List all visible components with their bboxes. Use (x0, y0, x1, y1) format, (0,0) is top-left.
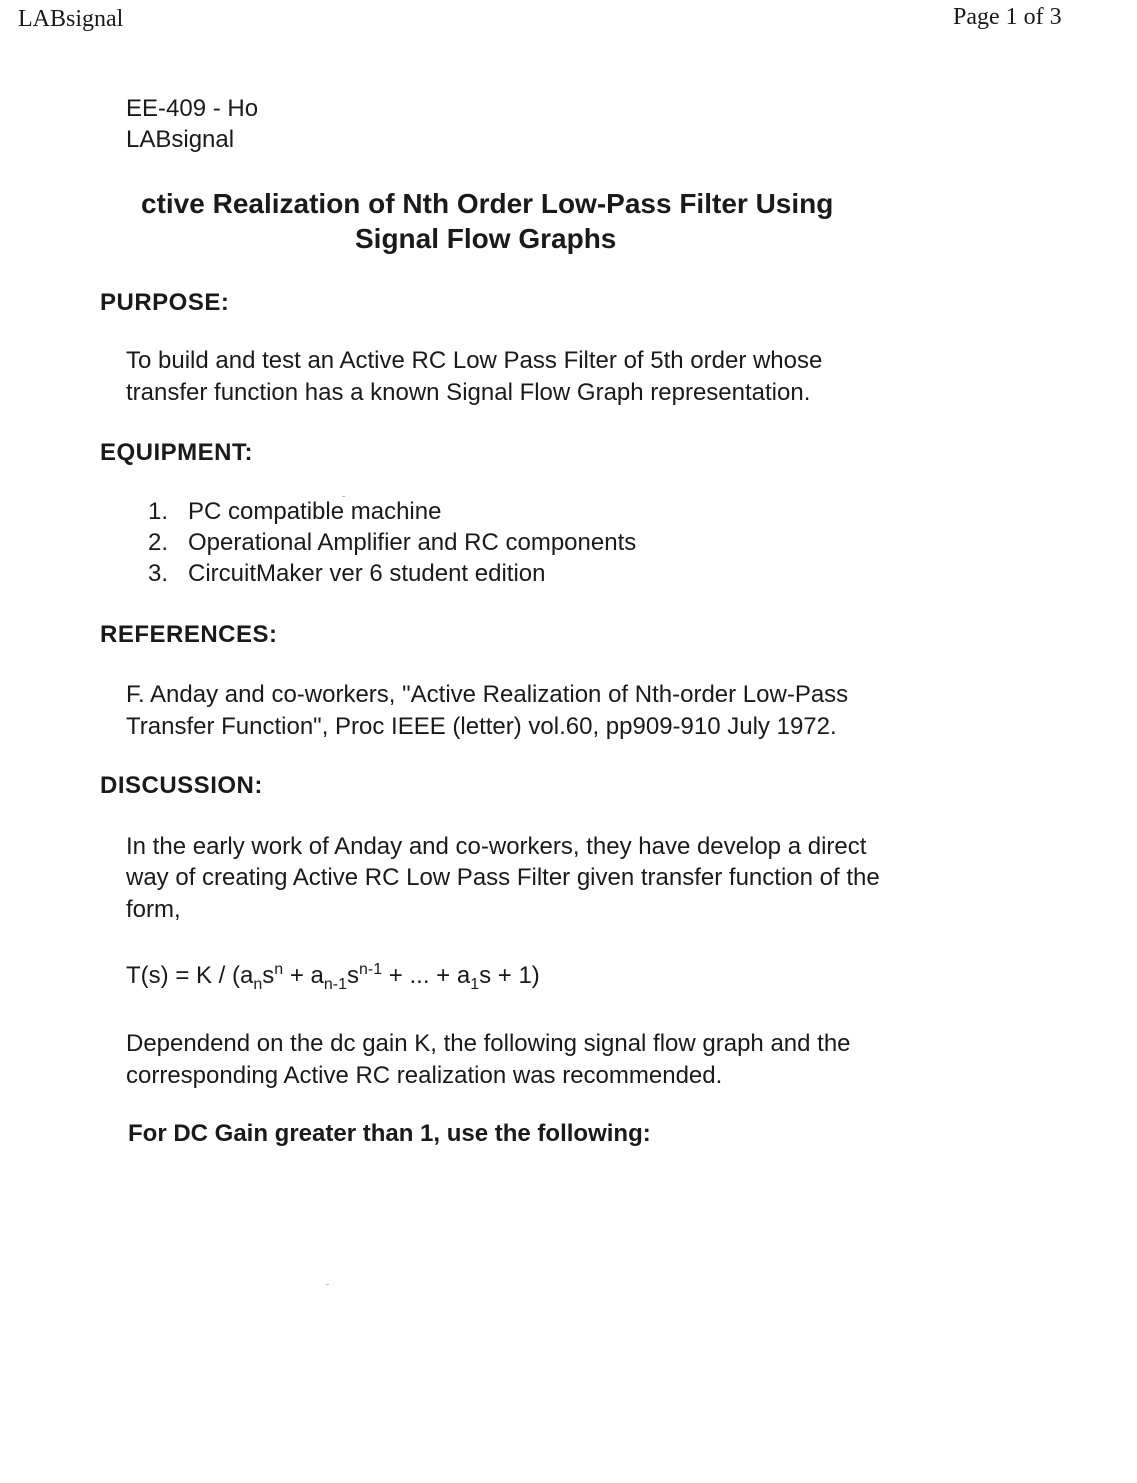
scan-speck (326, 1284, 329, 1285)
equipment-heading: EQUIPMENT: (100, 439, 254, 466)
page-number: Page 1 of 3 (953, 4, 1062, 30)
references-line-1: F. Anday and co-workers, "Active Realization of Nth-order Low-Pass (126, 681, 849, 708)
discussion-line-1: In the early work of Anday and co-workers, they have develop a direct (126, 833, 867, 860)
list-number: 3. (148, 560, 169, 587)
document-title-line2: Signal Flow Graphs (355, 223, 617, 254)
document-title-line1: ctive Realization of Nth Order Low-Pass Filter Using (141, 188, 834, 219)
purpose-line-2: transfer function has a known Signal Flow Graph representation. (126, 379, 811, 406)
transfer-function-formula: $T(s) = K / (a_ns^n + a_{n-1}s^{n-1}$ + ... + $a_1s + 1$) (126, 961, 540, 993)
discussion-line-5: corresponding Active RC realization was recommended. (126, 1062, 723, 1089)
dc-gain-subheading: For DC Gain greater than 1, use the following: (128, 1120, 651, 1147)
equipment-item (148, 560, 546, 588)
purpose-heading: PURPOSE: (100, 289, 230, 316)
course-lab: LABsignal (126, 126, 235, 153)
list-number: 1. (148, 498, 169, 525)
list-text: PC compatible machine (188, 498, 442, 525)
list-text: CircuitMaker ver 6 student edition (188, 560, 546, 587)
references-heading: REFERENCES: (100, 621, 278, 648)
discussion-heading: DISCUSSION: (100, 772, 263, 799)
list-number: 2. (148, 529, 169, 556)
equipment-item (148, 498, 441, 526)
list-text: Operational Amplifier and RC components (188, 529, 637, 556)
discussion-line-4: Dependend on the dc gain K, the following signal flow graph and the (126, 1030, 851, 1057)
scan-speck (342, 496, 345, 497)
equipment-item (148, 529, 636, 557)
discussion-line-2: way of creating Active RC Low Pass Filter given transfer function of the (126, 864, 880, 891)
purpose-line-1: To build and test an Active RC Low Pass Filter of 5th order whose (126, 347, 823, 374)
course-code: EE-409 - Ho (126, 95, 259, 122)
discussion-line-3: form, (126, 896, 181, 923)
page-header-left: LABsignal (18, 6, 124, 32)
references-line-2: Transfer Function", Proc IEEE (letter) vol.60, pp909-910 July 1972. (126, 713, 837, 740)
